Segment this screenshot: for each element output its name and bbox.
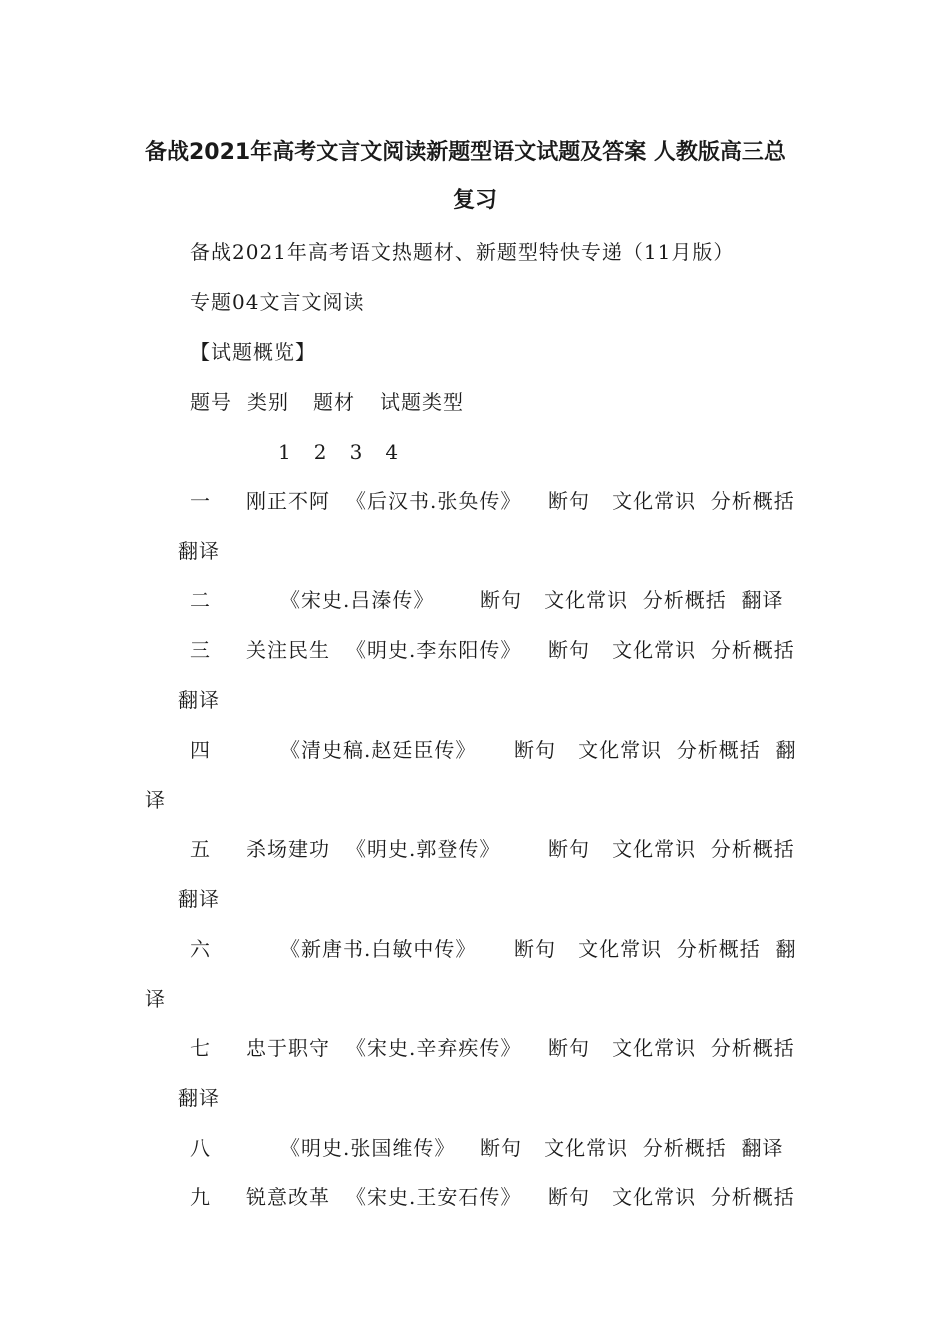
table-row-number: 五 (190, 837, 211, 861)
table-row-types: 断句 文化常识 分析概括 (548, 1036, 795, 1060)
intro-line-2: 专题04文言文阅读 (190, 290, 365, 314)
table-row-types: 断句 文化常识 分析概括 翻 (514, 738, 797, 762)
table-row-types: 断句 文化常识 分析概括 翻 (514, 937, 797, 961)
table-row-types: 断句 文化常识 分析概括 (548, 837, 795, 861)
intro-line-1: 备战2021年高考语文热题材、新题型特快专递（11月版） (190, 240, 735, 264)
table-row-category: 刚正不阿 (246, 489, 330, 513)
header-number: 题号 (190, 390, 232, 414)
table-row-source: 《明史.张国维传》 (280, 1136, 456, 1160)
table-row-types: 断句 文化常识 分析概括 (548, 1185, 795, 1209)
table-row-source: 《宋史.吕溱传》 (280, 588, 435, 612)
table-row-number: 九 (190, 1185, 211, 1209)
table-row-source: 《宋史.王安石传》 (346, 1185, 522, 1209)
table-row-number: 四 (190, 738, 211, 762)
table-row-source: 《明史.李东阳传》 (346, 638, 522, 662)
table-row-source: 《后汉书.张奂传》 (346, 489, 522, 513)
table-row-number: 三 (190, 638, 211, 662)
type-numbers: 1 2 3 4 (278, 440, 400, 464)
document-title-line-1: 备战2021年高考文言文阅读新题型语文试题及答案 人教版高三总 (145, 140, 786, 165)
table-row-number: 八 (190, 1136, 211, 1160)
header-category: 类别 (247, 390, 289, 414)
table-row-wrap: 译 (145, 788, 166, 812)
document-title-line-2: 复习 (452, 188, 497, 213)
section-heading: 【试题概览】 (190, 340, 316, 364)
table-row-types: 断句 文化常识 分析概括 (548, 638, 795, 662)
table-row-category: 杀场建功 (246, 837, 330, 861)
table-row-number: 七 (190, 1036, 211, 1060)
table-row-source: 《清史稿.赵廷臣传》 (280, 738, 477, 762)
table-row-types: 断句 文化常识 分析概括 翻译 (480, 588, 784, 612)
table-row-number: 一 (190, 489, 211, 513)
table-row-number: 二 (190, 588, 211, 612)
table-row-types: 断句 文化常识 分析概括 翻译 (480, 1136, 784, 1160)
table-row-category: 锐意改革 (246, 1185, 330, 1209)
header-topic: 题材 (313, 390, 355, 414)
table-row-category: 关注民生 (246, 638, 330, 662)
table-row-number: 六 (190, 937, 211, 961)
table-row-wrap: 翻译 (178, 688, 220, 712)
table-row-wrap: 翻译 (178, 887, 220, 911)
table-row-wrap: 译 (145, 987, 166, 1011)
table-row-source: 《新唐书.白敏中传》 (280, 937, 477, 961)
table-row-types: 断句 文化常识 分析概括 (548, 489, 795, 513)
header-question-types: 试题类型 (380, 390, 464, 414)
table-row-source: 《宋史.辛弃疾传》 (346, 1036, 522, 1060)
table-row-wrap: 翻译 (178, 539, 220, 563)
table-row-wrap: 翻译 (178, 1086, 220, 1110)
table-row-category: 忠于职守 (246, 1036, 330, 1060)
table-row-source: 《明史.郭登传》 (346, 837, 501, 861)
